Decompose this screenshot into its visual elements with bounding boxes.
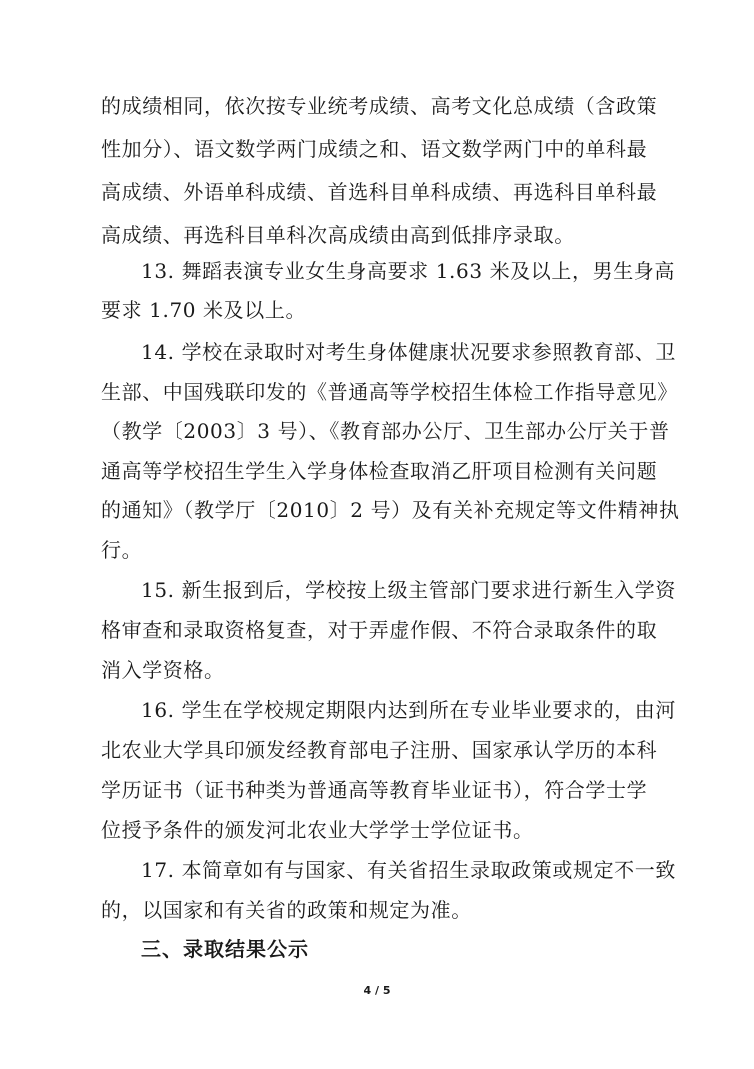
- text-line: 17. 本简章如有与国家、有关省招生录取政策或规定不一致: [141, 858, 676, 882]
- section-heading: 三、录取结果公示: [141, 937, 309, 961]
- text-line: 北农业大学具印颁发经教育部电子注册、国家承认学历的本科: [101, 738, 658, 762]
- text-line: 的成绩相同，依次按专业统考成绩、高考文化总成绩（含政策: [101, 94, 658, 118]
- text-line: 学历证书（证书种类为普通高等教育毕业证书），符合学士学: [101, 778, 648, 802]
- text-line: （教学〔2003〕3 号）、《教育部办公厅、卫生部办公厅关于普: [101, 419, 670, 443]
- text-line: 的，以国家和有关省的政策和规定为准。: [101, 898, 472, 922]
- text-line: 性加分）、语文数学两门成绩之和、语文数学两门中的单科最: [101, 137, 648, 161]
- text-line: 的通知》（教学厅〔2010〕2 号）及有关补充规定等文件精神执: [101, 498, 680, 522]
- text-line: 行。: [101, 538, 143, 562]
- page-number: 4 / 5: [363, 984, 391, 997]
- text-line: 消入学资格。: [101, 658, 225, 682]
- text-line: 16. 学生在学校规定期限内达到所在专业毕业要求的，由河: [141, 698, 676, 722]
- text-line: 通高等学校招生学生入学身体检查取消乙肝项目检测有关问题: [101, 459, 658, 483]
- text-line: 生部、中国残联印发的《普通高等学校招生体检工作指导意见》: [101, 380, 678, 404]
- text-line: 位授予条件的颁发河北农业大学学士学位证书。: [101, 818, 534, 842]
- text-line: 15. 新生报到后，学校按上级主管部门要求进行新生入学资: [141, 578, 676, 602]
- text-line: 高成绩、再选科目单科次高成绩由高到低排序录取。: [101, 223, 575, 247]
- text-line: 高成绩、外语单科成绩、首选科目单科成绩、再选科目单科最: [101, 180, 658, 204]
- text-line: 13. 舞蹈表演专业女生身高要求 1.63 米及以上，男生身高: [141, 259, 676, 283]
- text-line: 14. 学校在录取时对考生身体健康状况要求参照教育部、卫: [141, 340, 676, 364]
- text-line: 要求 1.70 米及以上。: [101, 298, 307, 322]
- text-line: 格审查和录取资格复查，对于弄虚作假、不符合录取条件的取: [101, 618, 658, 642]
